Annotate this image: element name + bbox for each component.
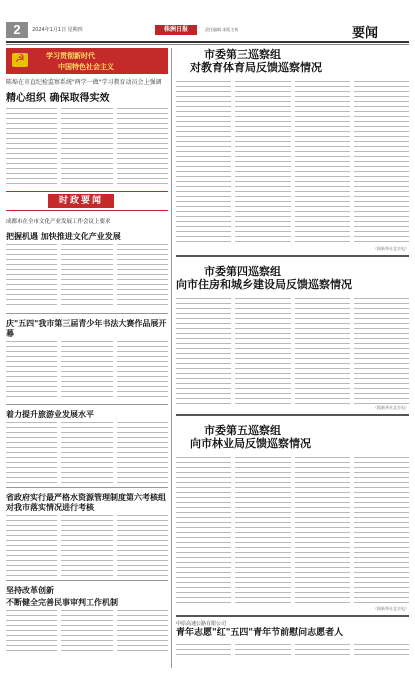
article4-kicker: 中原高速公路有限公司 bbox=[176, 621, 227, 627]
article-body bbox=[6, 340, 168, 400]
dateline: 2024年1月1日 星期四 bbox=[32, 27, 83, 33]
page-number: 2 bbox=[6, 22, 28, 38]
column-divider bbox=[171, 48, 172, 668]
article2-credit: （据新华社北京电） bbox=[373, 405, 409, 410]
editor-credits: 责任编辑 本版主持 bbox=[205, 27, 239, 32]
article-headline-culture[interactable]: 把握机遇 加快推进文化产业发展 bbox=[6, 231, 121, 241]
article-headline-tourism[interactable]: 着力提升旅游业发展水平 bbox=[6, 409, 94, 419]
left-column bbox=[6, 48, 168, 653]
article4-title[interactable]: 青年志愿"红"五四"青年节前慰问志愿者人 bbox=[176, 628, 344, 638]
banner-line-1: 学习贯彻新时代 bbox=[46, 52, 95, 60]
article-body bbox=[6, 243, 168, 309]
news-section-bar bbox=[6, 191, 168, 211]
article2-title-line1[interactable]: 市委第四巡察组 bbox=[204, 265, 281, 278]
banner-line-2: 中国特色社会主义 bbox=[58, 63, 114, 71]
article1-title-line1[interactable]: 市委第三巡察组 bbox=[204, 48, 281, 61]
news-section-label: 时政要闻 bbox=[48, 194, 114, 208]
article2-title-line2[interactable]: 向市住房和城乡建设局反馈巡察情况 bbox=[176, 278, 352, 291]
article-body bbox=[6, 514, 168, 576]
article2-body bbox=[176, 297, 409, 405]
party-headline[interactable]: 精心组织 确保取得实效 bbox=[6, 93, 110, 104]
article1-body bbox=[176, 80, 409, 246]
section-title: 要闻 bbox=[352, 26, 379, 41]
article3-body bbox=[176, 456, 409, 606]
divider bbox=[6, 487, 168, 488]
divider bbox=[176, 414, 409, 416]
article-headline-reform[interactable]: 坚持改革创新 bbox=[6, 585, 54, 595]
article1-credit: （据新华社北京电） bbox=[373, 246, 409, 251]
article-headline-water[interactable]: 省政府实行最严格水资源管理制度第六考核组对我市落实情况进行考核 bbox=[6, 492, 166, 512]
right-column bbox=[176, 48, 409, 655]
party-article-body bbox=[6, 107, 168, 185]
article3-title-line2[interactable]: 向市林业局反馈巡察情况 bbox=[190, 437, 311, 450]
header-rule bbox=[6, 41, 409, 43]
divider bbox=[6, 313, 168, 314]
article-body bbox=[6, 609, 168, 653]
article-headline-calligraphy[interactable]: 庆"五四"我市第三届青少年书法大赛作品展开幕 bbox=[6, 318, 167, 338]
divider bbox=[176, 255, 409, 257]
party-kicker: 陈埠在市直纪检监察系统"两学一做"学习教育动员会上强调 bbox=[6, 79, 162, 86]
divider bbox=[6, 580, 168, 581]
article4-body bbox=[176, 643, 409, 655]
article-headline-reform-2[interactable]: 不断健全完善民事审判工作机制 bbox=[6, 597, 118, 607]
masthead: 株洲日报 bbox=[155, 25, 197, 35]
party-banner bbox=[6, 48, 168, 74]
article3-credit: （据新华社北京电） bbox=[373, 606, 409, 611]
party-flag-icon bbox=[12, 53, 28, 67]
article-body bbox=[6, 421, 168, 483]
divider bbox=[6, 404, 168, 405]
header-rule-thin bbox=[6, 44, 409, 45]
article-kicker: 成都市在全市文化产业发展工作会议上要求 bbox=[6, 219, 111, 225]
divider bbox=[176, 615, 409, 617]
article3-title-line1[interactable]: 市委第五巡察组 bbox=[204, 424, 281, 437]
article1-title-line2[interactable]: 对教育体育局反馈巡察情况 bbox=[190, 61, 322, 74]
